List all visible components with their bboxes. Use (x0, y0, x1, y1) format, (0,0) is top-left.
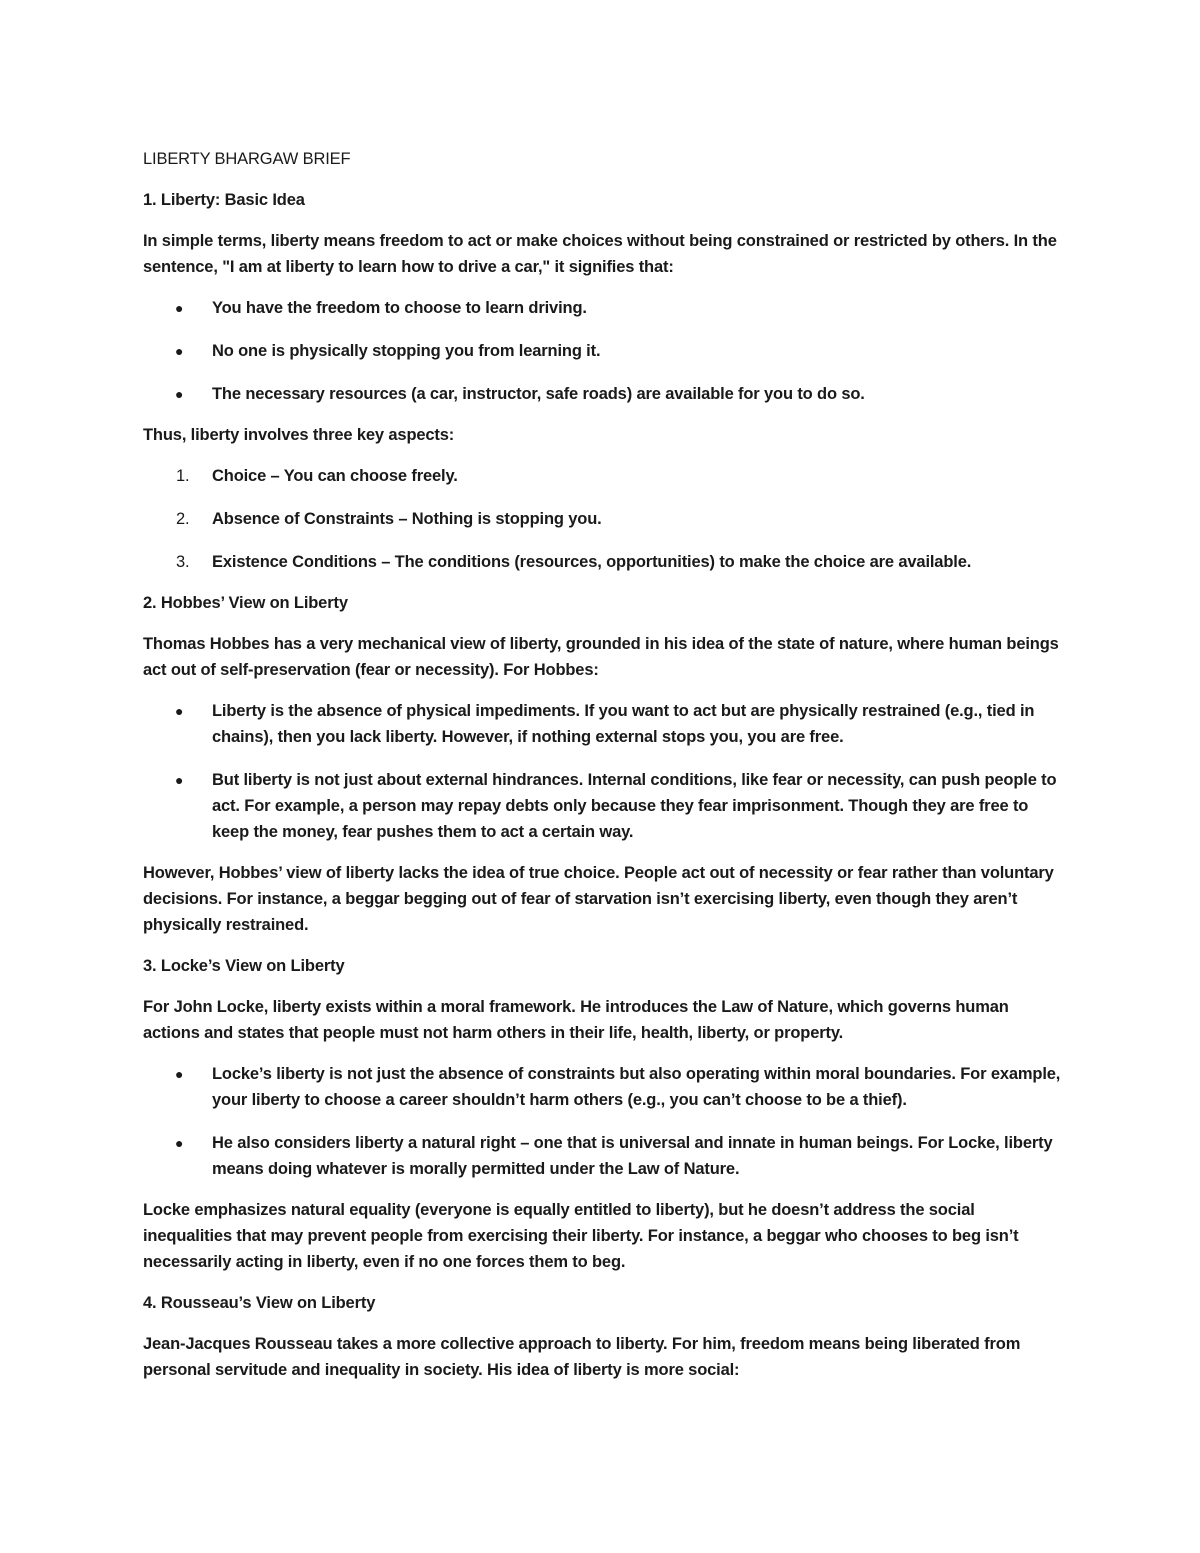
section-heading: 3. Locke’s View on Liberty (143, 957, 345, 975)
list-item-text: He also considers liberty a natural right – one that is universal and innate in human beings. For Locke, liberty means doing whatever is morally permitted under the Law of Nature. (212, 1134, 1053, 1178)
numbered-list (143, 463, 1063, 575)
list-number: 3. (176, 553, 190, 571)
document-page (143, 146, 1063, 1398)
bullet-icon: ● (175, 703, 184, 719)
section-intro: For John Locke, liberty exists within a moral framework. He introduces the Law of Nature, which governs human actions and states that people must not harm others in their life, health, liberty, or property. (143, 998, 1009, 1042)
bullet-list (143, 295, 1063, 407)
section-heading: 4. Rousseau’s View on Liberty (143, 1294, 376, 1312)
section-closing: Locke emphasizes natural equality (everyone is equally entitled to liberty), but he doesn’t address the social inequalities that may prevent people from exercising their liberty. For instance, a beggar who chooses to beg isn’t necessarily acting in liberty, even if no one forces them to beg. (143, 1201, 1019, 1271)
bullet-icon: ● (175, 1066, 184, 1082)
list-item (175, 698, 1063, 750)
section-intro: Jean-Jacques Rousseau takes a more collective approach to liberty. For him, freedom means being liberated from personal servitude and inequality in society. His idea of liberty is more social: (143, 1335, 1021, 1379)
list-item (176, 549, 1063, 575)
section-closing: However, Hobbes’ view of liberty lacks the idea of true choice. People act out of necessity or fear rather than voluntary decisions. For instance, a beggar begging out of fear of starvation isn’t exercising liberty, even though they aren’t physically restrained. (143, 864, 1054, 934)
list-number: 2. (176, 510, 190, 528)
list-item-text: But liberty is not just about external hindrances. Internal conditions, like fear or necessity, can push people to act. For example, a person may repay debts only because they fear imprisonment. Though they are free to keep the money, fear pushes them to act a certain way. (212, 771, 1057, 841)
bullet-list (143, 698, 1063, 845)
list-item-text: Choice – You can choose freely. (212, 467, 458, 485)
bullet-list (143, 1061, 1063, 1182)
list-item-text: Locke’s liberty is not just the absence of constraints but also operating within moral boundaries. For example, your liberty to choose a career shouldn’t harm others (e.g., you can’t choose to be a thief). (212, 1065, 1061, 1109)
bullet-icon: ● (175, 1135, 184, 1151)
section-heading: 2. Hobbes’ View on Liberty (143, 594, 348, 612)
section-heading: 1. Liberty: Basic Idea (143, 191, 305, 209)
list-item (175, 338, 1063, 364)
bullet-icon: ● (175, 343, 184, 359)
section-intro: Thomas Hobbes has a very mechanical view of liberty, grounded in his idea of the state of nature, where human beings act out of self-preservation (fear or necessity). For Hobbes: (143, 635, 1059, 679)
list-item-text: The necessary resources (a car, instructor, safe roads) are available for you to do so. (212, 385, 865, 403)
section-intro: In simple terms, liberty means freedom to act or make choices without being constrained or restricted by others. In the sentence, "I am at liberty to learn how to drive a car," it signifies that: (143, 232, 1057, 276)
section-lead: Thus, liberty involves three key aspects: (143, 426, 455, 444)
document-title: LIBERTY BHARGAW BRIEF (143, 150, 351, 168)
bullet-icon: ● (175, 772, 184, 788)
list-item-text: No one is physically stopping you from learning it. (212, 342, 601, 360)
bullet-icon: ● (175, 300, 184, 316)
list-item (175, 381, 1063, 407)
list-item-text: You have the freedom to choose to learn driving. (212, 299, 587, 317)
bullet-icon: ● (175, 386, 184, 402)
list-number: 1. (176, 467, 190, 485)
list-item-text: Absence of Constraints – Nothing is stopping you. (212, 510, 602, 528)
list-item (176, 506, 1063, 532)
list-item-text: Existence Conditions – The conditions (resources, opportunities) to make the choice are available. (212, 553, 972, 571)
list-item (175, 295, 1063, 321)
list-item (175, 1130, 1063, 1182)
list-item (175, 767, 1063, 845)
list-item (176, 463, 1063, 489)
list-item (175, 1061, 1063, 1113)
list-item-text: Liberty is the absence of physical impediments. If you want to act but are physically restrained (e.g., tied in chains), then you lack liberty. However, if nothing external stops you, you are free. (212, 702, 1035, 746)
